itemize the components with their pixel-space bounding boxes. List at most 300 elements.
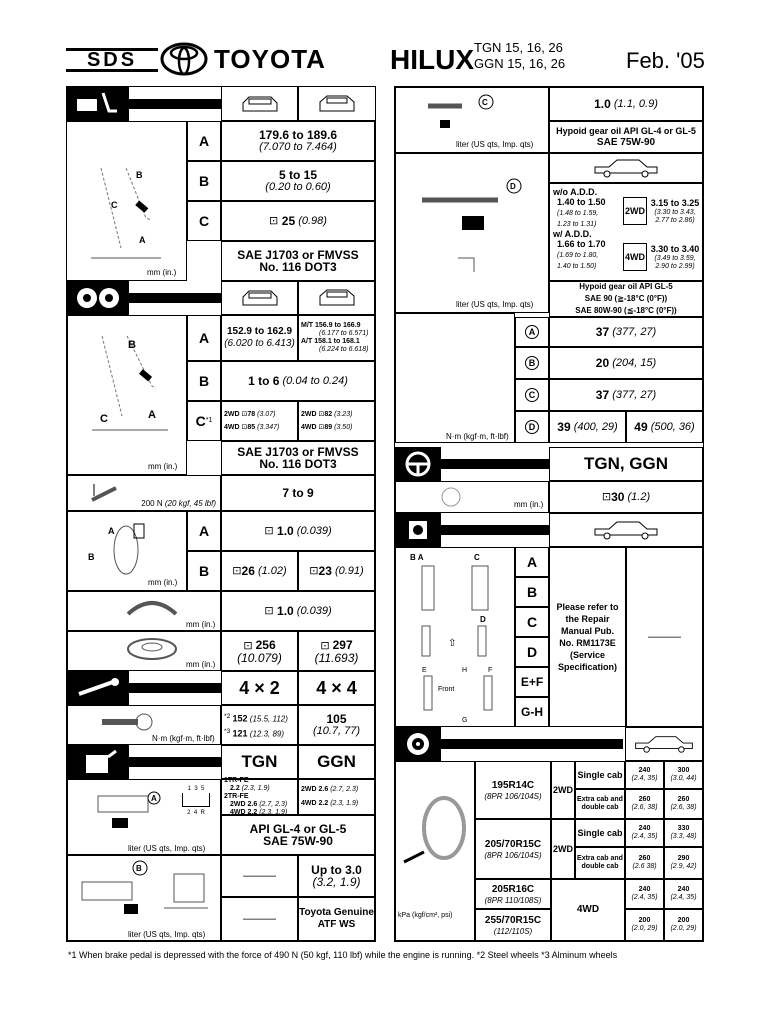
car-sedan-rear-icon	[221, 281, 298, 315]
clutch-c-values-2wd: 2WD ⊡78 (3.07) 4WD ⊡85 (3.347)	[221, 401, 298, 441]
brake-booster-icon	[67, 281, 129, 315]
svg-text:C: C	[474, 553, 480, 562]
drum-b-max-2: 23	[318, 564, 332, 578]
t1-r2: 260	[677, 796, 690, 803]
at-dash-2: ———	[221, 897, 298, 941]
model-code-ggn: GGN 15, 16, 26	[474, 56, 566, 71]
torque-alu-sub: (12.3, 89)	[249, 729, 285, 739]
t4-r1s: (2.0, 29)	[670, 925, 697, 932]
tire-unit: kPa (kgf/cm², psi)	[398, 912, 453, 919]
trans-unit: liter (US qts, Imp. qts)	[128, 844, 206, 853]
clutch-fluid-line2: No. 116 DOT3	[259, 457, 337, 471]
gear-2: 2	[187, 810, 191, 816]
tire-1-drive: 2WD	[551, 761, 575, 819]
t1-r2s: (2.6, 38)	[670, 804, 697, 811]
steering-unit: mm (in.)	[514, 500, 544, 509]
drum-b-value-1: ⊡ 26 (1.02)	[221, 551, 298, 591]
2tr-4wd: 4WD 2.2	[230, 809, 258, 816]
svg-text:C: C	[111, 200, 118, 210]
t4-r1: 200	[677, 917, 690, 924]
drum-unit: mm (in.)	[148, 578, 178, 587]
c-4wd-val: 85	[247, 424, 256, 431]
disc-value-2: ⊡ 297 (11.693)	[298, 631, 375, 671]
tire-4-rear	[664, 909, 703, 941]
at-capacity	[298, 855, 375, 897]
driveshaft-icon	[67, 671, 129, 705]
tire-2-front2	[625, 847, 664, 879]
section-bar	[129, 757, 221, 767]
steering-max-sub: (1.2)	[627, 491, 651, 503]
align-repair-note: Please refer to the Repair Manual Pub. No. RM1173E (Service Specification)	[549, 547, 626, 727]
brake-a-range: 179.6 to 189.6	[258, 128, 338, 142]
svg-text:H: H	[462, 667, 468, 674]
torque-a-sub: (377, 27)	[612, 326, 657, 338]
ggn-4wd: 4WD 2.2	[301, 800, 329, 807]
t1-f1: 240	[638, 767, 651, 774]
transfer-cap: 1.0	[594, 97, 611, 111]
diff-4wd-cap: 3.30 to 3.40	[650, 244, 700, 254]
disc-min-1: 256	[255, 637, 276, 652]
torque-key-d	[515, 411, 549, 443]
clutch-mt: M/T 156.9 to 166.9	[301, 322, 361, 329]
ggn-4wd-sub: (2.3, 1.9)	[330, 800, 359, 807]
torque-4wd-sub: (10.7, 77)	[312, 725, 361, 737]
transmission-diagram-icon	[92, 786, 162, 836]
clutch-a-key: A	[187, 315, 221, 361]
diff-2wd-cap: 3.15 to 3.25	[650, 198, 700, 208]
torque-d-label: D	[525, 420, 539, 434]
automatic-transmission-figure	[67, 855, 221, 941]
torque-key-b	[515, 347, 549, 379]
t1-f2s: (2.6, 38)	[631, 804, 658, 811]
at-dash-1: ———	[221, 855, 298, 897]
at-unit: liter (US qts, Imp. qts)	[128, 930, 206, 939]
drive-4x4: 4 × 4	[298, 671, 375, 705]
tire-3-spec: (8PR 110/108S)	[484, 895, 542, 905]
t2-f1s: (2.4, 35)	[631, 833, 658, 840]
brake-a-value	[221, 121, 375, 161]
torque-val-c	[549, 379, 703, 411]
toyota-emblem-icon	[160, 41, 208, 77]
torque-unit-right: N·m (kgf·m, ft·lbf)	[446, 432, 509, 441]
parking-force-sub: (20 kgf, 45 lbf)	[164, 499, 216, 508]
t1-r1s: (3.0, 44)	[670, 775, 697, 782]
gear-1: 1	[187, 786, 191, 792]
torque-d1: 39	[557, 420, 571, 434]
c-4wd-label: 4WD	[224, 424, 240, 431]
align-key-gh: G-H	[515, 697, 549, 727]
drum-brake-diagram-icon	[86, 520, 156, 580]
tire-size-3	[475, 879, 551, 909]
c-4wd-b-in: (3.50)	[334, 424, 353, 431]
torque-steel-sub: (15.5, 112)	[249, 714, 288, 724]
2tr-2wd-sub: (2.7, 2.3)	[259, 801, 288, 808]
car-pickup-rear-icon	[298, 281, 375, 315]
tire-2-front1	[625, 819, 664, 847]
parking-brake-lever-icon	[88, 480, 128, 504]
parking-clicks: 7 to 9	[221, 475, 375, 511]
car-sedan-side-icon	[625, 727, 703, 761]
torque-val-d2	[626, 411, 703, 443]
engine-ggn: GGN	[298, 745, 375, 779]
ggn-2wd: 2WD 2.6	[301, 786, 329, 793]
torque-b-sub: (204, 15)	[612, 357, 657, 369]
1tr-cap-sub: (2.3, 1.9)	[241, 785, 270, 792]
oil-can-icon	[67, 745, 129, 779]
transfer-cap-sub: (1.1, 0.9)	[613, 98, 658, 110]
brake-pedal-figure	[67, 121, 187, 281]
tire-size-4	[475, 909, 551, 941]
engine-tgn: TGN	[221, 745, 298, 779]
tire-3-size: 205R16C	[491, 883, 535, 895]
align-key-a: A	[515, 547, 549, 577]
svg-text:B: B	[88, 552, 95, 562]
brake-fluid-line2: No. 116 DOT3	[259, 260, 337, 274]
align-key-d: D	[515, 637, 549, 667]
clutch-unit: mm (in.)	[148, 462, 178, 471]
w-add-sub1: (1.69 to 1.80,	[557, 252, 599, 259]
diff-2wd-sub1: (3.30 to 3.43,	[654, 209, 696, 216]
tire-1-cab1: Single cab	[575, 761, 625, 789]
transfer-unit: liter (US qts, Imp. qts)	[456, 140, 534, 149]
car-pickup-rear-icon	[298, 87, 375, 121]
diff-unit: liter (US qts, Imp. qts)	[456, 300, 534, 309]
trans-oil-spec	[221, 815, 375, 855]
disc-min-1-in: (10.079)	[237, 650, 282, 665]
svg-text:D: D	[510, 182, 516, 191]
t2-f2s: (2.6 38)	[632, 863, 657, 870]
align-key-b: B	[515, 577, 549, 607]
clutch-b-range-in: (0.04 to 0.24)	[282, 375, 348, 387]
drum-a-key: A	[187, 511, 221, 551]
diff-4wd-label: 4WD	[623, 243, 647, 271]
torque-c-sub: (377, 27)	[612, 389, 657, 401]
issue-date: Feb. '05	[626, 48, 705, 73]
brake-disc-diagram-icon	[124, 634, 180, 664]
t3-r1: 240	[677, 886, 690, 893]
brake-b-range: 5 to 15	[278, 168, 317, 182]
clutch-a-value-2	[298, 315, 375, 361]
brake-c-key: C	[187, 201, 221, 241]
gear-3: 3	[194, 786, 198, 792]
brake-c-value	[221, 201, 375, 241]
car-sedan-side-icon	[549, 153, 703, 183]
t1-f1s: (2.4, 35)	[631, 775, 658, 782]
right-spec-panel	[394, 86, 704, 942]
tire-1-rear2	[664, 789, 703, 819]
svg-text:B: B	[128, 339, 136, 351]
torque-d1-sub: (400, 29)	[573, 421, 618, 433]
steering-wheel-icon	[395, 447, 441, 481]
wo-add-sub1: (1.48 to 1.59,	[557, 210, 599, 217]
flange-bolt-figure	[67, 705, 221, 745]
clutch-at: A/T 158.1 to 168.1	[301, 338, 360, 345]
gear-5: 5	[201, 786, 205, 792]
torque-key-c	[515, 379, 549, 411]
svg-text:F: F	[488, 667, 493, 674]
svg-text:B: B	[136, 170, 143, 180]
svg-text:D: D	[480, 615, 486, 624]
model-code-tgn: TGN 15, 16, 26	[474, 40, 563, 55]
c-2wd-b-val: 82	[324, 411, 333, 418]
torque-c: 37	[595, 388, 610, 402]
svg-text:A: A	[108, 526, 115, 536]
alignment-icon	[395, 513, 441, 547]
trans-tgn-capacity	[221, 779, 298, 815]
transfer-capacity	[549, 87, 703, 121]
t1-r1: 300	[677, 767, 690, 774]
engine-1tr: 1TR-FE	[224, 777, 249, 784]
svg-text:C: C	[482, 98, 488, 107]
left-spec-panel	[66, 86, 376, 942]
disc-min-2-in: (11.693)	[314, 650, 359, 665]
t4-f1s: (2.0, 29)	[631, 925, 658, 932]
svg-text:B A: B A	[410, 553, 424, 562]
c-4wd-b-val: 89	[324, 424, 333, 431]
drum-a-min: 1.0	[277, 524, 294, 538]
front-label: Front	[438, 686, 455, 693]
clutch-a-range: 152.9 to 162.9	[226, 326, 293, 337]
car-sedan-side-icon	[549, 513, 703, 547]
svg-text:G: G	[462, 717, 468, 724]
brake-a-key: A	[187, 121, 221, 161]
brake-unit: mm (in.)	[147, 268, 177, 277]
diff-2wd-value	[647, 191, 703, 231]
steering-title: TGN, GGN	[549, 447, 703, 481]
align-key-c: C	[515, 607, 549, 637]
tire-size-1	[475, 761, 551, 819]
tire-3-front	[625, 879, 664, 909]
steering-max: 30	[611, 490, 625, 504]
disc-value-1: ⊡ 256 (10.079)	[221, 631, 298, 671]
section-bar	[129, 293, 221, 303]
brake-c-min-in: (0.98)	[298, 215, 327, 227]
wo-add-label: w/o A.D.D.	[553, 187, 598, 197]
svg-text:C: C	[100, 413, 108, 425]
transfer-oil	[549, 121, 703, 153]
align-key-ef: E+F	[515, 667, 549, 697]
diff-4wd-sub1: (3.49 to 3.59,	[654, 255, 696, 262]
drum-b-max-2-in: (0.91)	[334, 565, 364, 577]
brand-name: TOYOTA	[214, 44, 326, 74]
clutch-at-in: (6.224 to 6.618)	[319, 346, 369, 353]
t4-f1: 200	[638, 917, 651, 924]
drive-4x2: 4 × 2	[221, 671, 298, 705]
brake-c-min: 25	[281, 214, 296, 228]
t2-f1: 240	[638, 825, 651, 832]
transfer-oil-visc: SAE 75W-90	[596, 137, 656, 148]
torque-figure	[395, 313, 515, 443]
clutch-c-footnote: *1	[205, 417, 213, 424]
drum-a-value: ⊡ 1.0 (0.039)	[221, 511, 375, 551]
diff-oil-grade: Hypoid gear oil API GL-5	[579, 282, 673, 291]
steering-value: ⊡ 30 (1.2)	[549, 481, 703, 513]
drum-b-key: B	[187, 551, 221, 591]
torque-val-a	[549, 317, 703, 347]
tire-1-cab2: Extra cab and double cab	[575, 789, 625, 819]
brake-pad-diagram-icon	[124, 596, 180, 618]
torque-b: 20	[595, 356, 610, 370]
at-fluid-line1: Toyota Genuine	[299, 907, 374, 918]
tire-1-spec: (8PR 106/104S)	[484, 791, 542, 801]
differential-diagram-icon	[418, 172, 528, 282]
wo-add-val: 1.40 to 1.50	[557, 197, 606, 207]
footnote: *1 When brake pedal is depressed with the force of 490 N (50 kgf, 110 lbf) while the engine is running. *2 Steel wheels *3 Alminum wheels	[68, 950, 618, 960]
tire-icon	[395, 727, 441, 761]
manual-transmission-figure	[67, 779, 221, 855]
tire-gauge-diagram-icon	[400, 792, 472, 882]
clutch-pedal-diagram-icon	[82, 326, 178, 446]
tire-1-front1	[625, 761, 664, 789]
brake-pedal-icon	[67, 87, 129, 121]
at-diagram-icon	[74, 860, 214, 926]
steering-play-icon	[436, 486, 466, 508]
svg-text:A: A	[139, 235, 146, 245]
pad-unit: mm (in.)	[186, 620, 216, 629]
svg-text:⇧: ⇧	[448, 638, 457, 649]
steering-figure	[395, 481, 549, 513]
flange-bolt-diagram-icon	[98, 710, 158, 734]
clutch-pedal-figure	[67, 315, 187, 475]
drum-brake-figure	[67, 511, 187, 591]
section-bar	[441, 739, 623, 749]
tire-1-rear1	[664, 761, 703, 789]
transfer-oil-grade: Hypoid gear oil API GL-4 or GL-5	[556, 126, 696, 136]
brake-pedal-diagram-icon	[81, 158, 171, 268]
diff-wo-add	[553, 187, 627, 271]
engine-2tr: 2TR-FE	[224, 793, 249, 800]
clutch-fluid-spec	[221, 441, 375, 475]
diff-2wd-label: 2WD	[623, 197, 647, 225]
diff-oil-visc-2: SAE 80W-90 (≦-18°C (0°F))	[575, 306, 677, 315]
t3-f1s: (2.4, 35)	[631, 894, 658, 901]
c-2wd-label: 2WD	[224, 411, 240, 418]
c-2wd-b-label: 2WD	[301, 411, 317, 418]
at-fluid-line2: ATF WS	[317, 919, 356, 930]
torque-d2-sub: (500, 36)	[650, 421, 695, 433]
tire-1-size: 195R14C	[491, 779, 535, 791]
c-2wd-b-in: (3.23)	[334, 411, 353, 418]
clutch-mt-in: (6.177 to 6.571)	[319, 330, 369, 337]
torque-a: 37	[595, 325, 610, 339]
t2-r2s: (2.9, 42)	[670, 863, 697, 870]
sds-logo: SDS	[66, 48, 158, 72]
torque-val-b	[549, 347, 703, 379]
t3-r1s: (2.4, 35)	[670, 894, 697, 901]
at-fluid	[298, 897, 375, 941]
torque-c-label: C	[525, 388, 539, 402]
brake-fluid-line1: SAE J1703 or FMVSS	[237, 248, 359, 262]
1tr-cap: 2.2	[230, 785, 240, 792]
torque-4wd: 105	[326, 712, 347, 726]
clutch-b-range: 1 to 6	[248, 374, 280, 388]
model-name: HILUX	[390, 44, 474, 75]
model-codes	[474, 40, 565, 72]
car-sedan-rear-icon	[221, 87, 298, 121]
tire-figure	[395, 761, 475, 941]
torque-d2: 49	[634, 420, 648, 434]
c-4wd-b-label: 4WD	[301, 424, 317, 431]
clutch-c-letter: C	[195, 413, 206, 429]
2tr-4wd-sub: (2.3, 1.9)	[259, 809, 288, 816]
tire-3-4-drive: 4WD	[551, 879, 625, 941]
parking-force: 200 N	[141, 499, 163, 508]
section-bar	[129, 683, 221, 693]
diff-oil-spec	[549, 281, 703, 317]
t2-r1: 330	[677, 825, 690, 832]
torque-a-label: A	[525, 325, 539, 339]
brake-disc-figure	[67, 631, 221, 671]
t1-f2: 260	[638, 796, 651, 803]
drum-a-min-in: (0.039)	[296, 525, 332, 537]
torque-note-alu: *3	[224, 727, 231, 735]
flange-torque-2wd	[221, 705, 298, 745]
flange-torque-4wd	[298, 705, 375, 745]
t3-f1: 240	[638, 886, 651, 893]
pad-value: ⊡ 1.0 (0.039)	[221, 591, 375, 631]
torque-unit-left: N·m (kgf·m, ft·lbf)	[152, 734, 215, 743]
tire-1-front2	[625, 789, 664, 819]
transfer-diagram-icon	[422, 94, 502, 134]
trans-oil-grade: API GL-4 or GL-5	[249, 822, 347, 836]
clutch-a-value	[221, 315, 298, 361]
t2-r2: 290	[677, 855, 690, 862]
pad-min: 1.0	[277, 604, 294, 618]
clutch-c-values-4wd: 2WD ⊡82 (3.23) 4WD ⊡89 (3.50)	[298, 401, 375, 441]
drum-b-max-1-in: (1.02)	[257, 565, 287, 577]
clutch-c-key	[187, 401, 221, 441]
clutch-fluid-line1: SAE J1703 or FMVSS	[237, 445, 359, 459]
disc-min-2: 297	[332, 637, 353, 652]
diff-oil-visc-1: SAE 90 (≧-18°C (0°F))	[584, 294, 668, 303]
tire-4-spec: (112/110S)	[493, 926, 533, 936]
diff-4wd-value	[647, 237, 703, 277]
c-2wd-in: (3.07)	[257, 411, 276, 418]
tire-2-cab1: Single cab	[575, 819, 625, 847]
clutch-b-value	[221, 361, 375, 401]
torque-b-label: B	[525, 356, 539, 370]
clutch-a-range-in: (6.020 to 6.413)	[224, 338, 295, 349]
tire-2-rear1	[664, 819, 703, 847]
tire-4-size: 255/70R15C	[484, 914, 542, 926]
ggn-2wd-sub: (2.7, 2.3)	[330, 786, 359, 793]
gear-r: R	[200, 810, 205, 816]
diff-2wd-sub2: 2.77 to 2.86)	[655, 217, 695, 224]
tire-2-drive: 2WD	[551, 819, 575, 879]
torque-note-steel: *2	[224, 712, 231, 720]
torque-val-d1	[549, 411, 626, 443]
svg-text:A: A	[151, 794, 157, 803]
transfer-figure	[395, 87, 549, 153]
brake-a-range-in: (7.070 to 7.464)	[259, 141, 337, 153]
clutch-b-key: B	[187, 361, 221, 401]
c-4wd-in: (3.347)	[257, 424, 280, 431]
section-bar	[441, 459, 549, 469]
pad-min-in: (0.039)	[296, 605, 332, 617]
trans-oil-viscosity: SAE 75W-90	[263, 834, 333, 848]
tire-3-rear	[664, 879, 703, 909]
brake-pad-figure	[67, 591, 221, 631]
tire-size-2	[475, 819, 551, 879]
at-capacity-val: Up to 3.0	[311, 863, 362, 877]
w-add-sub2: 1.40 to 1.50)	[557, 263, 597, 270]
parking-brake-figure	[67, 475, 221, 511]
alignment-figure	[395, 547, 515, 727]
2tr-2wd: 2WD 2.6	[230, 801, 258, 808]
brake-b-range-in: (0.20 to 0.60)	[265, 181, 331, 193]
diff-4wd-sub2: 2.90 to 2.99)	[655, 263, 695, 270]
brake-fluid-spec	[221, 241, 375, 281]
